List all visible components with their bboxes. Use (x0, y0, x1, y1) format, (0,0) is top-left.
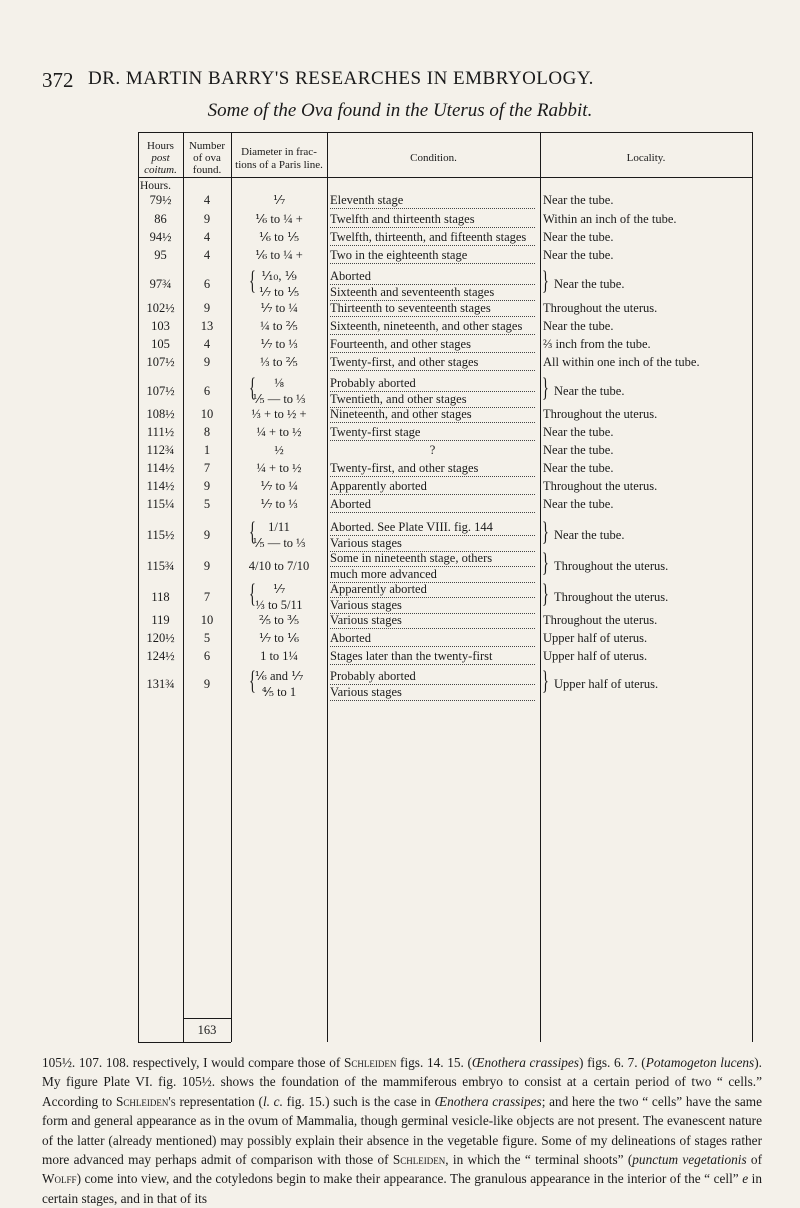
row-diameter: ⅓ + to ½ + (251, 407, 307, 421)
header-hours: post (151, 152, 170, 164)
row-number: 5 (203, 497, 211, 511)
row-hours: 115½ (146, 528, 175, 542)
row-locality: Near the tube. (543, 425, 614, 439)
header-diameter: tions of a Paris line. (235, 159, 323, 171)
row-diameter: ¼ + to ½ (256, 425, 302, 439)
row-locality: Throughout the uterus. (543, 613, 658, 627)
row-locality: Upper half of uterus. (543, 649, 648, 663)
row-number: 9 (203, 559, 211, 573)
row-diameter: ⅛ (274, 376, 284, 390)
row-diameter: ⅖ to ⅗ (258, 613, 300, 627)
row-locality: Within an inch of the tube. (543, 212, 677, 226)
header-number: found. (192, 164, 222, 176)
row-diameter: ⅙ to ¼ + (255, 212, 303, 226)
row-condition: Twelfth and thirteenth stages (330, 211, 535, 228)
table-rule-vertical (327, 132, 328, 1042)
table-title: Some of the Ova found in the Uterus of the Rabbit. (207, 100, 593, 121)
locality-brace-icon: } (542, 666, 549, 695)
row-diameter: ⅐ to ⅕ (258, 285, 300, 299)
row-locality: Near the tube. (554, 277, 625, 291)
diameter-brace-icon: { (249, 373, 256, 402)
row-condition: Aborted (330, 496, 535, 513)
header-number: of ova (193, 152, 221, 164)
locality-brace-icon: } (542, 548, 549, 577)
row-locality: Near the tube. (554, 528, 625, 542)
row-diameter: ⅐ to ⅓ (260, 497, 298, 511)
row-diameter: ⅓ to ⅖ (260, 355, 298, 369)
row-locality: Near the tube. (543, 230, 614, 244)
row-diameter: ⅐ (272, 193, 286, 207)
row-hours: 97¾ (149, 277, 172, 291)
row-locality: Near the tube. (543, 461, 614, 475)
row-condition: Twenty-first, and other stages (330, 354, 535, 371)
row-number: 7 (203, 590, 211, 604)
row-hours: 131¾ (146, 677, 175, 691)
row-hours: 94½ (149, 230, 172, 244)
row-condition: Probably aborted (330, 668, 535, 685)
row-hours: 105 (151, 337, 170, 351)
row-number: 8 (203, 425, 211, 439)
row-hours: 95 (154, 248, 167, 262)
row-number: 6 (203, 384, 211, 398)
row-number: 6 (203, 277, 211, 291)
diameter-brace-icon: { (249, 579, 256, 608)
table-rule-vertical (540, 132, 541, 1042)
row-hours: 114½ (146, 479, 175, 493)
table-rule-vertical (138, 132, 139, 1042)
row-diameter: ⅒, ⅑ (261, 269, 297, 283)
row-number: 9 (203, 479, 211, 493)
row-number: 9 (203, 528, 211, 542)
row-condition: Aborted (330, 630, 535, 647)
row-locality: Upper half of uterus. (554, 677, 659, 691)
row-number: 4 (203, 337, 211, 351)
row-locality: Near the tube. (543, 443, 614, 457)
row-diameter: ⅙ to ⅕ (258, 230, 300, 244)
row-number: 13 (200, 319, 214, 333)
row-diameter: ⅓ to 5/11 (255, 598, 303, 612)
table-rule-bottom (138, 1042, 231, 1043)
row-locality: Near the tube. (554, 384, 625, 398)
row-condition: Sixteenth and seventeenth stages (330, 284, 535, 301)
body-text (42, 1053, 762, 1208)
header-hours: coitum. (144, 164, 177, 176)
row-number: 1 (203, 443, 211, 457)
row-diameter: ⅙ to ¼ + (255, 248, 303, 262)
locality-brace-icon: } (542, 517, 549, 546)
row-hours: 79½ (149, 193, 172, 207)
row-condition: Apparently aborted (330, 478, 535, 495)
row-locality: Near the tube. (543, 248, 614, 262)
row-number: 4 (203, 248, 211, 262)
row-number: 9 (203, 301, 211, 315)
header-condition: Condition. (410, 152, 457, 164)
row-number: 5 (203, 631, 211, 645)
row-condition: Stages later than the twenty-first (330, 648, 535, 665)
row-number: 7 (203, 461, 211, 475)
locality-brace-icon: } (542, 579, 549, 608)
row-condition: ? (429, 443, 436, 457)
row-diameter: ⅕ — to ⅓ (252, 536, 306, 550)
row-hours: 107½ (146, 384, 175, 398)
row-locality: All within one inch of the tube. (543, 355, 700, 369)
row-condition: Various stages (330, 612, 535, 629)
row-locality: Throughout the uterus. (554, 590, 669, 604)
row-condition: Nineteenth, and other stages (330, 406, 535, 423)
row-number: 9 (203, 677, 211, 691)
row-diameter: ⅙ and ⅐ (254, 669, 304, 683)
diameter-brace-icon: { (249, 266, 256, 295)
row-hours: 103 (151, 319, 170, 333)
row-hours: 115¼ (146, 497, 175, 511)
total-count: 163 (197, 1023, 217, 1037)
row-diameter: ⅐ to ¼ (260, 301, 298, 315)
row-diameter: ¼ to ⅖ (260, 319, 298, 333)
row-hours: 107½ (146, 355, 175, 369)
row-hours: 115¾ (146, 559, 175, 573)
row-condition: Two in the eighteenth stage (330, 247, 535, 264)
row-number: 9 (203, 355, 211, 369)
row-condition: Twenty-first, and other stages (330, 460, 535, 477)
running-head: DR. MARTIN BARRY'S RESEARCHES IN EMBRYOLOGY. (88, 68, 594, 89)
diameter-brace-icon: { (249, 517, 256, 546)
row-condition: Various stages (330, 597, 535, 614)
table-rule-top (138, 132, 752, 133)
row-condition: Twentieth, and other stages (330, 391, 535, 408)
row-condition: Twelfth, thirteenth, and fifteenth stages (330, 229, 535, 246)
row-condition: Aborted (330, 268, 535, 285)
row-diameter: ⅘ to 1 (261, 685, 297, 699)
row-number: 6 (203, 649, 211, 663)
row-locality: ⅔ inch from the tube. (543, 337, 651, 351)
row-number: 10 (200, 613, 214, 627)
header-number: Number (188, 140, 226, 152)
table-rule-vertical (752, 132, 753, 1042)
row-diameter: ⅕ — to ⅓ (252, 392, 306, 406)
row-condition: Thirteenth to seventeenth stages (330, 300, 535, 317)
diameter-brace-icon: { (249, 666, 256, 695)
row-diameter: ⅐ to ⅙ (258, 631, 300, 645)
row-hours: 120½ (146, 631, 175, 645)
row-number: 9 (203, 212, 211, 226)
row-hours: 111½ (146, 425, 175, 439)
row-locality: Throughout the uterus. (543, 301, 658, 315)
row-condition: Sixteenth, nineteenth, and other stages (330, 318, 535, 335)
row-hours: 124½ (146, 649, 175, 663)
hours-label: Hours. (140, 180, 171, 192)
row-condition: Aborted. See Plate VIII. fig. 144 (330, 519, 535, 536)
table-rule-header (138, 177, 752, 178)
row-diameter: ⅐ to ⅓ (260, 337, 298, 351)
row-hours: 114½ (146, 461, 175, 475)
locality-brace-icon: } (542, 373, 549, 402)
row-locality: Throughout the uterus. (543, 407, 658, 421)
row-number: 4 (203, 193, 211, 207)
row-diameter: 1 to 1¼ (260, 649, 298, 663)
row-diameter: ⅐ to ¼ (260, 479, 298, 493)
row-condition: Fourteenth, and other stages (330, 336, 535, 353)
row-hours: 108½ (146, 407, 175, 421)
row-condition: Probably aborted (330, 375, 535, 392)
row-condition: Twenty-first stage (330, 424, 535, 441)
row-locality: Throughout the uterus. (543, 479, 658, 493)
row-diameter: 4/10 to 7/10 (248, 559, 310, 573)
row-hours: 86 (154, 212, 167, 226)
row-condition: Eleventh stage (330, 192, 535, 209)
row-locality: Near the tube. (543, 497, 614, 511)
table-rule-vertical (183, 132, 184, 1042)
header-hours: Hours (147, 140, 174, 152)
header-locality: Locality. (626, 152, 666, 164)
header-diameter: Diameter in frac- (241, 146, 317, 158)
row-condition: Various stages (330, 684, 535, 701)
row-diameter: ½ (274, 443, 284, 457)
row-locality: Upper half of uterus. (543, 631, 648, 645)
row-diameter: 1/11 (268, 520, 290, 534)
row-diameter: ¼ + to ½ (256, 461, 302, 475)
row-diameter: ⅐ (272, 582, 286, 596)
row-hours: 102½ (146, 301, 175, 315)
table-rule-total (183, 1018, 231, 1019)
row-hours: 119 (151, 613, 170, 627)
row-hours: 112¾ (146, 443, 175, 457)
row-hours: 118 (151, 590, 170, 604)
row-condition: Some in nineteenth stage, others (330, 550, 535, 567)
row-number: 4 (203, 230, 211, 244)
row-condition: Various stages (330, 535, 535, 552)
row-condition: Apparently aborted (330, 581, 535, 598)
row-locality: Near the tube. (543, 319, 614, 333)
row-condition: much more advanced (330, 566, 535, 583)
row-locality: Near the tube. (543, 193, 614, 207)
row-number: 10 (200, 407, 214, 421)
page-number: 372 (42, 68, 74, 92)
locality-brace-icon: } (542, 266, 549, 295)
body-paragraph: 105½. 107. 108. respectively, I would compare those of Schleiden figs. 14. 15. (Œnothera crassipes) figs. 6. 7. (Potamogeton lucens). My figure Plate VI. fig. 105½. shows the foundation of the mammiferous embryo to consist at a certain period of two “ cells.” According to Schleiden's representation (l. c. fig. 15.) such is the case in Œnothera crassipes; and here the two “ cells” have the same form and general appearance as in the ovum of Mammalia, though germinal vesicle-like objects are not present. The evanescent nature of the latter (already mentioned) may possibly explain their absence in the vegetable figure. Some of my delineations of stages rather more advanced may perhaps admit of comparison with those of Schleiden, in which the “ terminal shoots” (punctum vegetationis of Wolff) come into view, and the cotyledons begin to make their appearance. The granulous appearance in the interior of the “ cell” e in certain stages, and in that of its (42, 1055, 763, 1206)
row-locality: Throughout the uterus. (554, 559, 669, 573)
